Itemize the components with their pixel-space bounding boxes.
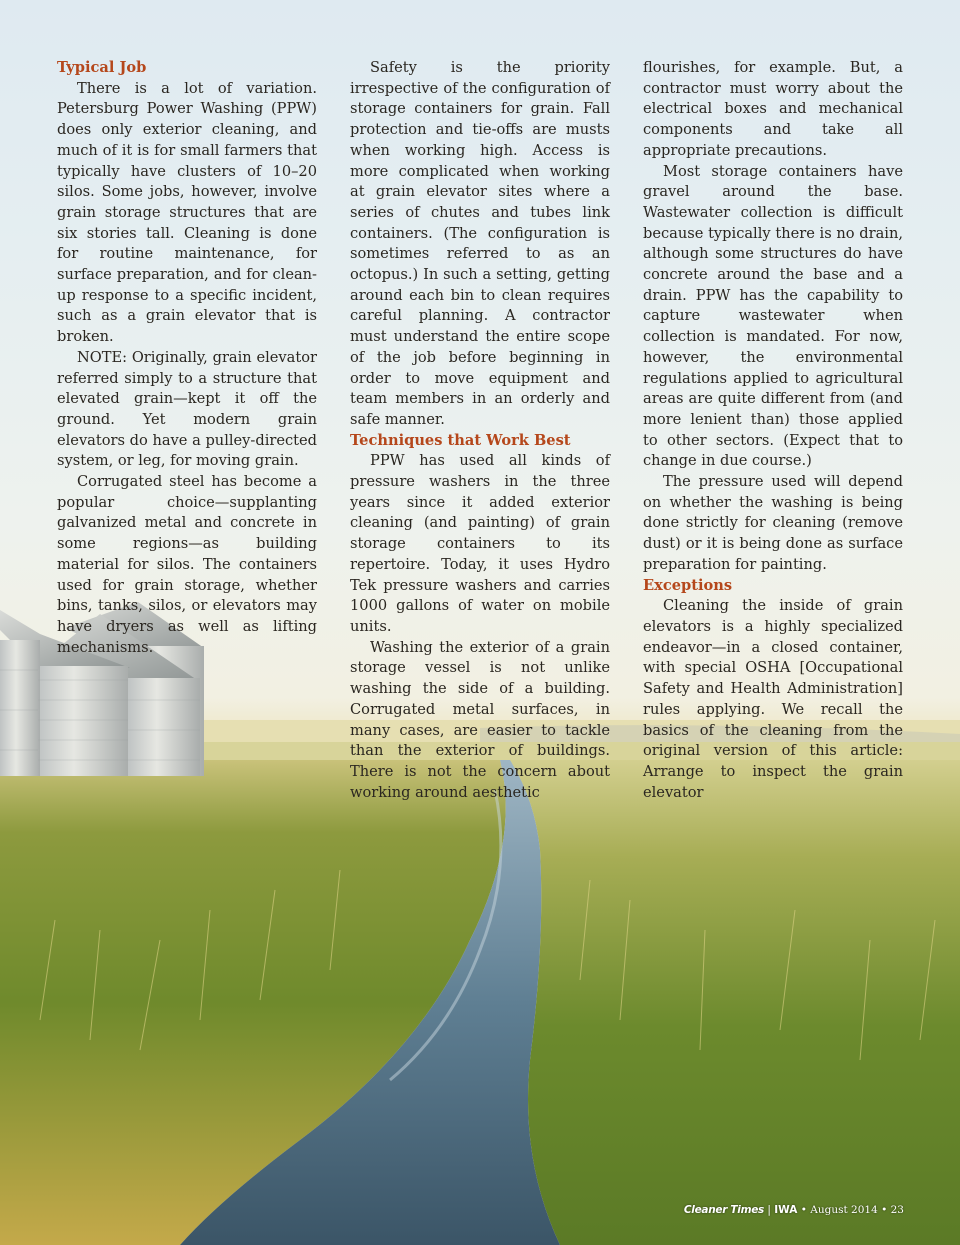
heading-typical-job: Typical Job: [57, 59, 147, 76]
paragraph: Washing the exterior of a grain storage vessel is not unlike washing the side of a building. Corrugated metal surfaces, in many cases, are easier to tackle than the exterior of buildings. There is not the concern about working around aesthetic: [350, 638, 610, 801]
paragraph: flourishes, for example. But, a contractor must worry about the electrical boxes and mechanical components and take all appropriate precautions.: [643, 59, 903, 159]
magazine-name: Cleaner Times: [683, 1204, 765, 1216]
heading-techniques: Techniques that Work Best: [350, 431, 571, 449]
footer-separator: |: [764, 1204, 775, 1216]
article-column-3: [643, 58, 903, 803]
magazine-section: IWA: [774, 1204, 798, 1216]
paragraph: PPW has used all kinds of pressure washers in the three years since it added exterior cleaning (and painting) of grain storage containers to its repertoire. Today, it uses Hydro Tek pressure washers and carries 1000 gallons of water on mobile units.: [350, 452, 610, 635]
paragraph: Safety is the priority irrespective of the configuration of storage containers for grain. Fall protection and tie-offs are musts when working high. Access is more complicated when working at grain elevator sites where a series of chutes and tubes link containers. (The configuration is sometimes referred to as an octopus.) In such a setting, getting around each bin to clean requires careful planning. A contractor must understand the entire scope of the job before beginning in order to move equipment and team members in an orderly and safe manner.: [350, 59, 610, 428]
paragraph: NOTE: Originally, grain elevator referred simply to a structure that elevated grain—kept it off the ground. Yet modern grain elevators do have a pulley-directed system, or leg, for moving grain.: [57, 348, 317, 470]
article-column-1: [57, 58, 317, 658]
issue-date-page-number: • August 2014 • 23: [797, 1204, 904, 1216]
page-footer: [684, 1204, 904, 1216]
paragraph: Corrugated steel has become a popular choice—supplanting galvanized metal and concrete in some regions—as building material for silos. The containers used for grain storage, whether bins, tanks, silos, or elevators may have dryers as well as lifting mechanisms.: [57, 473, 317, 656]
paragraph: Most storage containers have gravel around the base. Wastewater collection is difficult because typically there is no drain, although some structures do have concrete around the base and a drain. PPW has the capability to capture wastewater when collection is mandated. For now, however, the environmental regulations applied to agricultural areas are quite different from (and more lenient than) those applied to other sectors. (Expect that to change in due course.): [643, 162, 903, 470]
heading-exceptions: Exceptions: [643, 576, 733, 594]
paragraph: The pressure used will depend on whether the washing is being done strictly for cleaning (remove dust) or it is being done as surface preparation for painting.: [643, 473, 903, 573]
paragraph: Cleaning the inside of grain elevators is a highly specialized endeavor—in a closed container, with special OSHA [Occupational Safety and Health Administration] rules applying. We recall the basics of the cleaning from the original version of this article: Arrange to inspect the grain elevator: [643, 597, 903, 801]
paragraph: There is a lot of variation. Petersburg Power Washing (PPW) does only exterior cleaning, and much of it is for small farmers that typically have clusters of 10–20 silos. Some jobs, however, involve grain storage structures that are six stories tall. Cleaning is done for routine maintenance, for surface preparation, and for clean-up response to a specific incident, such as a grain elevator that is broken.: [57, 79, 317, 346]
article-column-2: [350, 58, 610, 803]
